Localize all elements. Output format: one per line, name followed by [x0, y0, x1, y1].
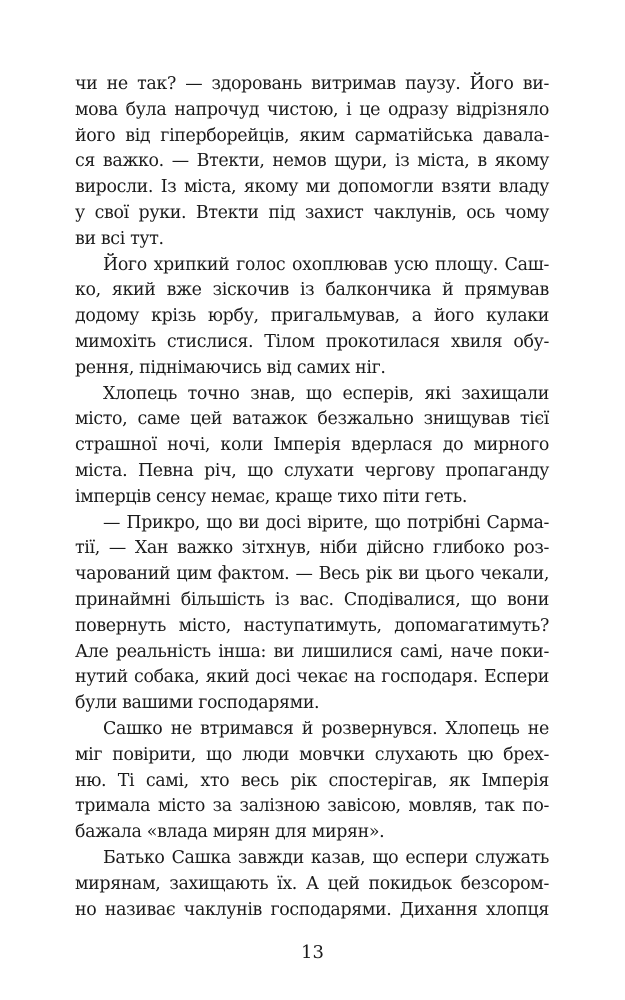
text-line: — Прикро, що ви досі вірите, що потрібні Сарма-: [103, 512, 549, 533]
text-line: бажала «влада мирян для мирян».: [75, 822, 385, 843]
text-line: у свої руки. Втекти під захист чаклунів, ось чому: [75, 202, 549, 223]
text-line: чи не так? — здоровань витримав паузу. Його ви-: [75, 74, 549, 94]
text-line: ви всі тут.: [75, 228, 164, 249]
text-line: тримала місто за залізною завісою, мовляв, так по-: [75, 796, 549, 817]
text-line: принаймні більшість із вас. Сподівалися, що вони: [75, 589, 549, 610]
text-line: ко, який вже зіскочив із балкончика й прямував: [75, 280, 549, 301]
text-line: мирянам, захищають їх. А цей покидьок безсором-: [75, 873, 549, 894]
paragraph: [75, 253, 549, 382]
text-line: додому крізь юрбу, пригальмував, а його кулаки: [75, 306, 549, 327]
paragraph: [75, 846, 549, 923]
text-line: рення, піднімаючись від самих ніг.: [75, 357, 386, 378]
text-line: но називає чаклунів господарями. Дихання хлопця: [75, 899, 549, 920]
paragraph: [75, 511, 549, 717]
text-line: тії, — Хан важко зітхнув, ніби дійсно глибоко роз-: [75, 538, 549, 559]
text-line: імперців сенсу немає, краще тихо піти геть.: [75, 486, 468, 507]
paragraph: [75, 382, 549, 511]
text-line: повернуть місто, наступатимуть, допомагатимуть?: [75, 615, 549, 636]
text-line: Але реальність інша: ви лишилися самі, наче поки-: [75, 641, 549, 662]
text-line: місто, саме цей ватажок безжально знищував тієї: [75, 409, 549, 430]
page-body: [75, 72, 549, 923]
text-line: міста. Певна річ, що слухати чергову пропаганду: [75, 460, 549, 481]
text-line: виросли. Із міста, якому ми допомогли взяти владу: [75, 177, 549, 198]
text-line: його від гіперборейців, яким сарматійська давала-: [75, 125, 549, 146]
text-line: мова була напрочуд чистою, і це одразу відрізняло: [75, 99, 549, 120]
text-line: Сашко не втримався й розвернувся. Хлопець не: [103, 718, 549, 739]
text-line: Батько Сашка завжди казав, що еспери служать: [103, 847, 549, 868]
text-line: Хлопець точно знав, що есперів, які захищали: [103, 383, 549, 404]
text-line: були вашими господарями.: [75, 693, 320, 714]
page-number: 13: [301, 942, 324, 963]
text-line: ню. Ті самі, хто весь рік спостерігав, як Імперія: [75, 770, 549, 791]
text-line: міг повірити, що люди мовчки слухають цю брех-: [75, 744, 549, 765]
paragraph: [75, 72, 549, 253]
text-line: страшної ночі, коли Імперія вдерлася до мирного: [75, 435, 549, 456]
text-line: ся важко. — Втекти, немов щури, із міста, в якому: [75, 151, 549, 172]
text-line: мимохіть стислися. Тілом прокотилася хвиля обу-: [75, 331, 549, 352]
paragraph: [75, 717, 549, 846]
text-line: Його хрипкий голос охоплював усю площу. Саш-: [103, 254, 549, 275]
text-line: нутий собака, який досі чекає на господаря. Еспери: [75, 667, 549, 688]
text-line: чарований цим фактом. — Весь рік ви цього чекали,: [75, 564, 549, 585]
